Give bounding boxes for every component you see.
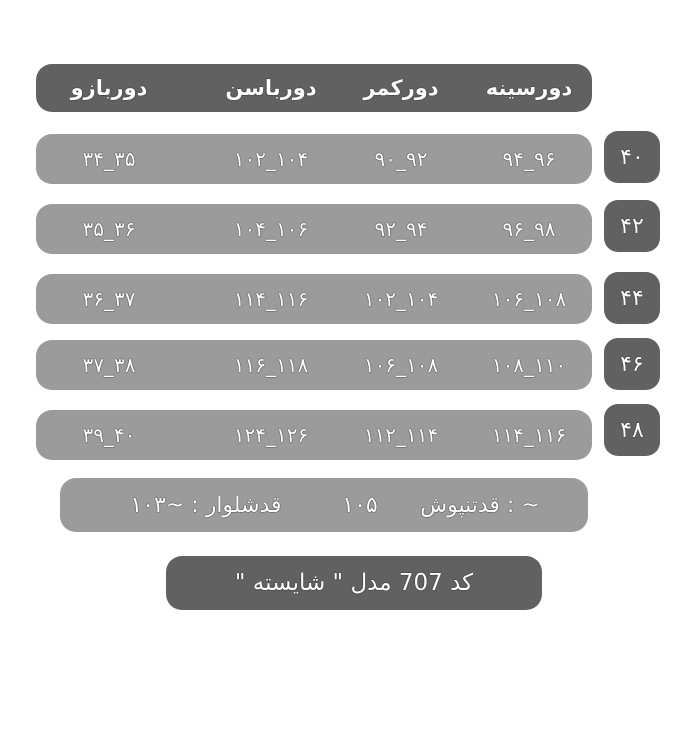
- cell-arm: ۳۹_۴۰: [82, 423, 136, 447]
- cell-arm: ۳۴_۳۵: [82, 147, 136, 171]
- size-badge: [604, 200, 660, 252]
- size-label: ۴۲: [620, 213, 644, 239]
- cell-hip: ۱۰۴_۱۰۶: [233, 217, 309, 241]
- cell-arm: ۳۶_۳۷: [82, 287, 136, 311]
- size-badge: [604, 272, 660, 324]
- table-row: [36, 274, 592, 324]
- cell-waist: ۱۱۲_۱۱۴: [363, 423, 439, 447]
- cell-hip: ۱۱۶_۱۱۸: [233, 353, 309, 377]
- cell-bust: ۹۴_۹۶: [502, 147, 556, 171]
- cell-hip: ۱۰۲_۱۰۴: [233, 147, 309, 171]
- header-bust: دورسینه: [485, 76, 573, 100]
- header-waist: دورکمر: [363, 76, 439, 100]
- size-label: ۴۶: [620, 351, 644, 377]
- table-row: [36, 410, 592, 460]
- cell-waist: ۱۰۲_۱۰۴: [363, 287, 439, 311]
- table-row: [36, 134, 592, 184]
- table-row: [36, 340, 592, 390]
- model-code-text: کد 707 مدل " شایسته ": [234, 570, 474, 596]
- cell-waist: ۱۰۶_۱۰۸: [363, 353, 439, 377]
- cell-bust: ۱۰۸_۱۱۰: [491, 353, 567, 377]
- cell-bust: ۱۰۶_۱۰۸: [491, 287, 567, 311]
- cell-waist: ۹۰_۹۲: [374, 147, 428, 171]
- top-length-label: قدتنپوش : ~: [420, 492, 540, 518]
- size-label: ۴۴: [620, 285, 644, 311]
- size-badge: [604, 131, 660, 183]
- cell-bust: ۱۱۴_۱۱۶: [491, 423, 567, 447]
- pants-length: قدشلوار : ~۱۰۳: [130, 492, 282, 518]
- cell-hip: ۱۲۴_۱۲۶: [233, 423, 309, 447]
- size-label: ۴۰: [620, 144, 644, 170]
- cell-bust: ۹۶_۹۸: [502, 217, 556, 241]
- length-info-bar: [60, 478, 588, 532]
- cell-hip: ۱۱۴_۱۱۶: [233, 287, 309, 311]
- cell-arm: ۳۷_۳۸: [82, 353, 136, 377]
- header-arm: دوربازو: [70, 76, 148, 100]
- size-label: ۴۸: [620, 417, 644, 443]
- size-badge: [604, 404, 660, 456]
- header-hip: دورباسن: [225, 76, 317, 100]
- table-header: [36, 64, 592, 112]
- size-badge: [604, 338, 660, 390]
- table-row: [36, 204, 592, 254]
- top-length-value: ۱۰۵: [342, 492, 378, 518]
- cell-waist: ۹۲_۹۴: [374, 217, 428, 241]
- model-code-bar: [166, 556, 542, 610]
- cell-arm: ۳۵_۳۶: [82, 217, 136, 241]
